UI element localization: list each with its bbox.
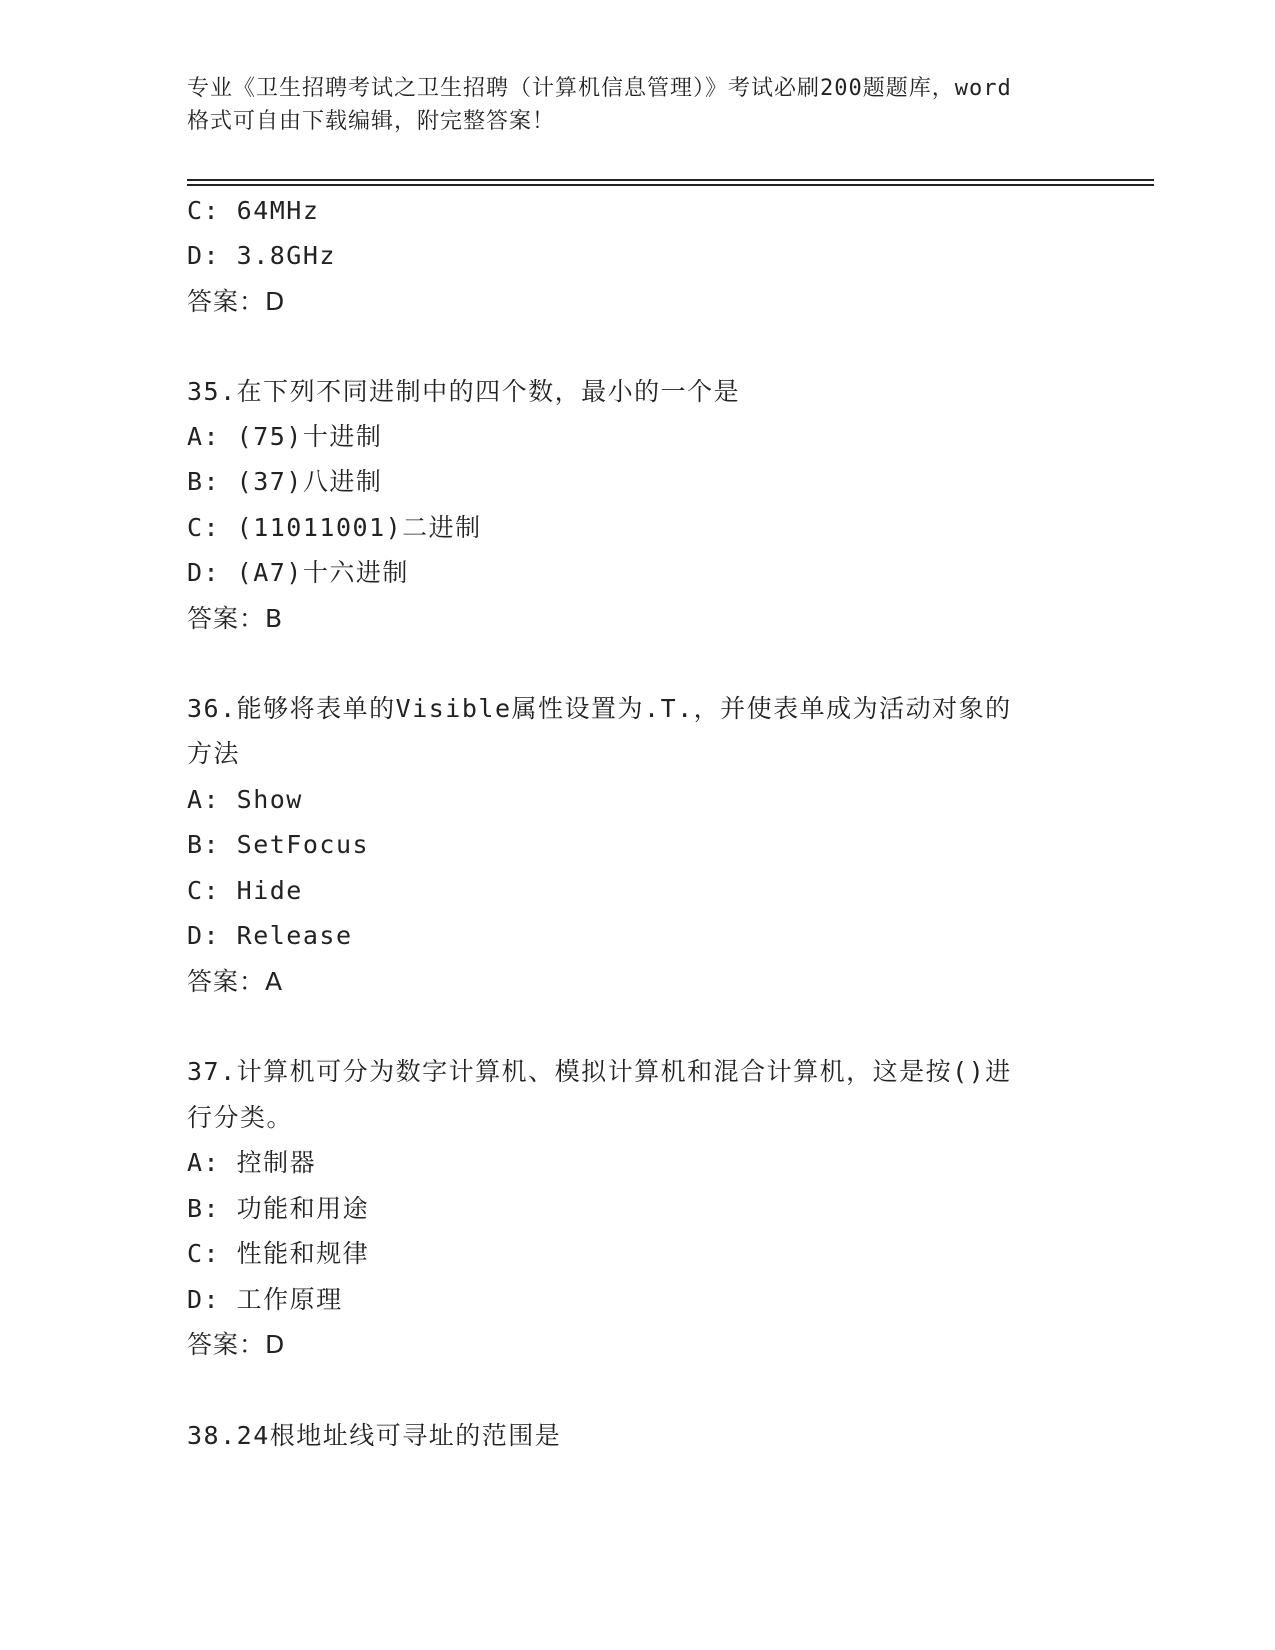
q34-answer: 答案：D bbox=[187, 287, 286, 316]
q35-option-c: C: (11011001)二进制 bbox=[187, 513, 482, 542]
q36-question-line-2: 方法 bbox=[187, 739, 241, 768]
q37-option-a: A: 控制器 bbox=[187, 1148, 317, 1177]
q36-option-b: B: SetFocus bbox=[187, 830, 370, 859]
q37-option-d: D: 工作原理 bbox=[187, 1285, 343, 1314]
q36-option-d: D: Release bbox=[187, 921, 353, 950]
header-line-2: 格式可自由下载编辑，附完整答案！ bbox=[187, 109, 556, 134]
header-rule-top bbox=[187, 179, 1154, 181]
header-rule-bottom bbox=[187, 184, 1154, 186]
q37-option-c: C: 性能和规律 bbox=[187, 1239, 370, 1268]
q34-option-c: C: 64MHz bbox=[187, 196, 320, 225]
q37-answer: 答案：D bbox=[187, 1330, 286, 1359]
q38-question: 38.24根地址线可寻址的范围是 bbox=[187, 1421, 562, 1450]
q36-option-a: A: Show bbox=[187, 785, 303, 814]
q35-option-b: B: (37)八进制 bbox=[187, 467, 383, 496]
q34-option-d: D: 3.8GHz bbox=[187, 241, 336, 270]
q36-answer: 答案：A bbox=[187, 967, 284, 996]
q36-option-c: C: Hide bbox=[187, 876, 303, 905]
q37-question-line-1: 37.计算机可分为数字计算机、模拟计算机和混合计算机，这是按()进 bbox=[187, 1057, 1012, 1086]
q37-option-b: B: 功能和用途 bbox=[187, 1194, 370, 1223]
q37-question-line-2: 行分类。 bbox=[187, 1103, 294, 1132]
q35-question: 35.在下列不同进制中的四个数，最小的一个是 bbox=[187, 377, 741, 406]
q35-option-d: D: (A7)十六进制 bbox=[187, 558, 409, 587]
header-line-1: 专业《卫生招聘考试之卫生招聘（计算机信息管理）》考试必刷200题题库，word bbox=[187, 76, 1012, 101]
document-header bbox=[187, 72, 1087, 138]
q36-question-line-1: 36.能够将表单的Visible属性设置为.T.，并使表单成为活动对象的 bbox=[187, 694, 1012, 723]
q35-option-a: A: (75)十进制 bbox=[187, 422, 383, 451]
q35-answer: 答案：B bbox=[187, 604, 284, 633]
